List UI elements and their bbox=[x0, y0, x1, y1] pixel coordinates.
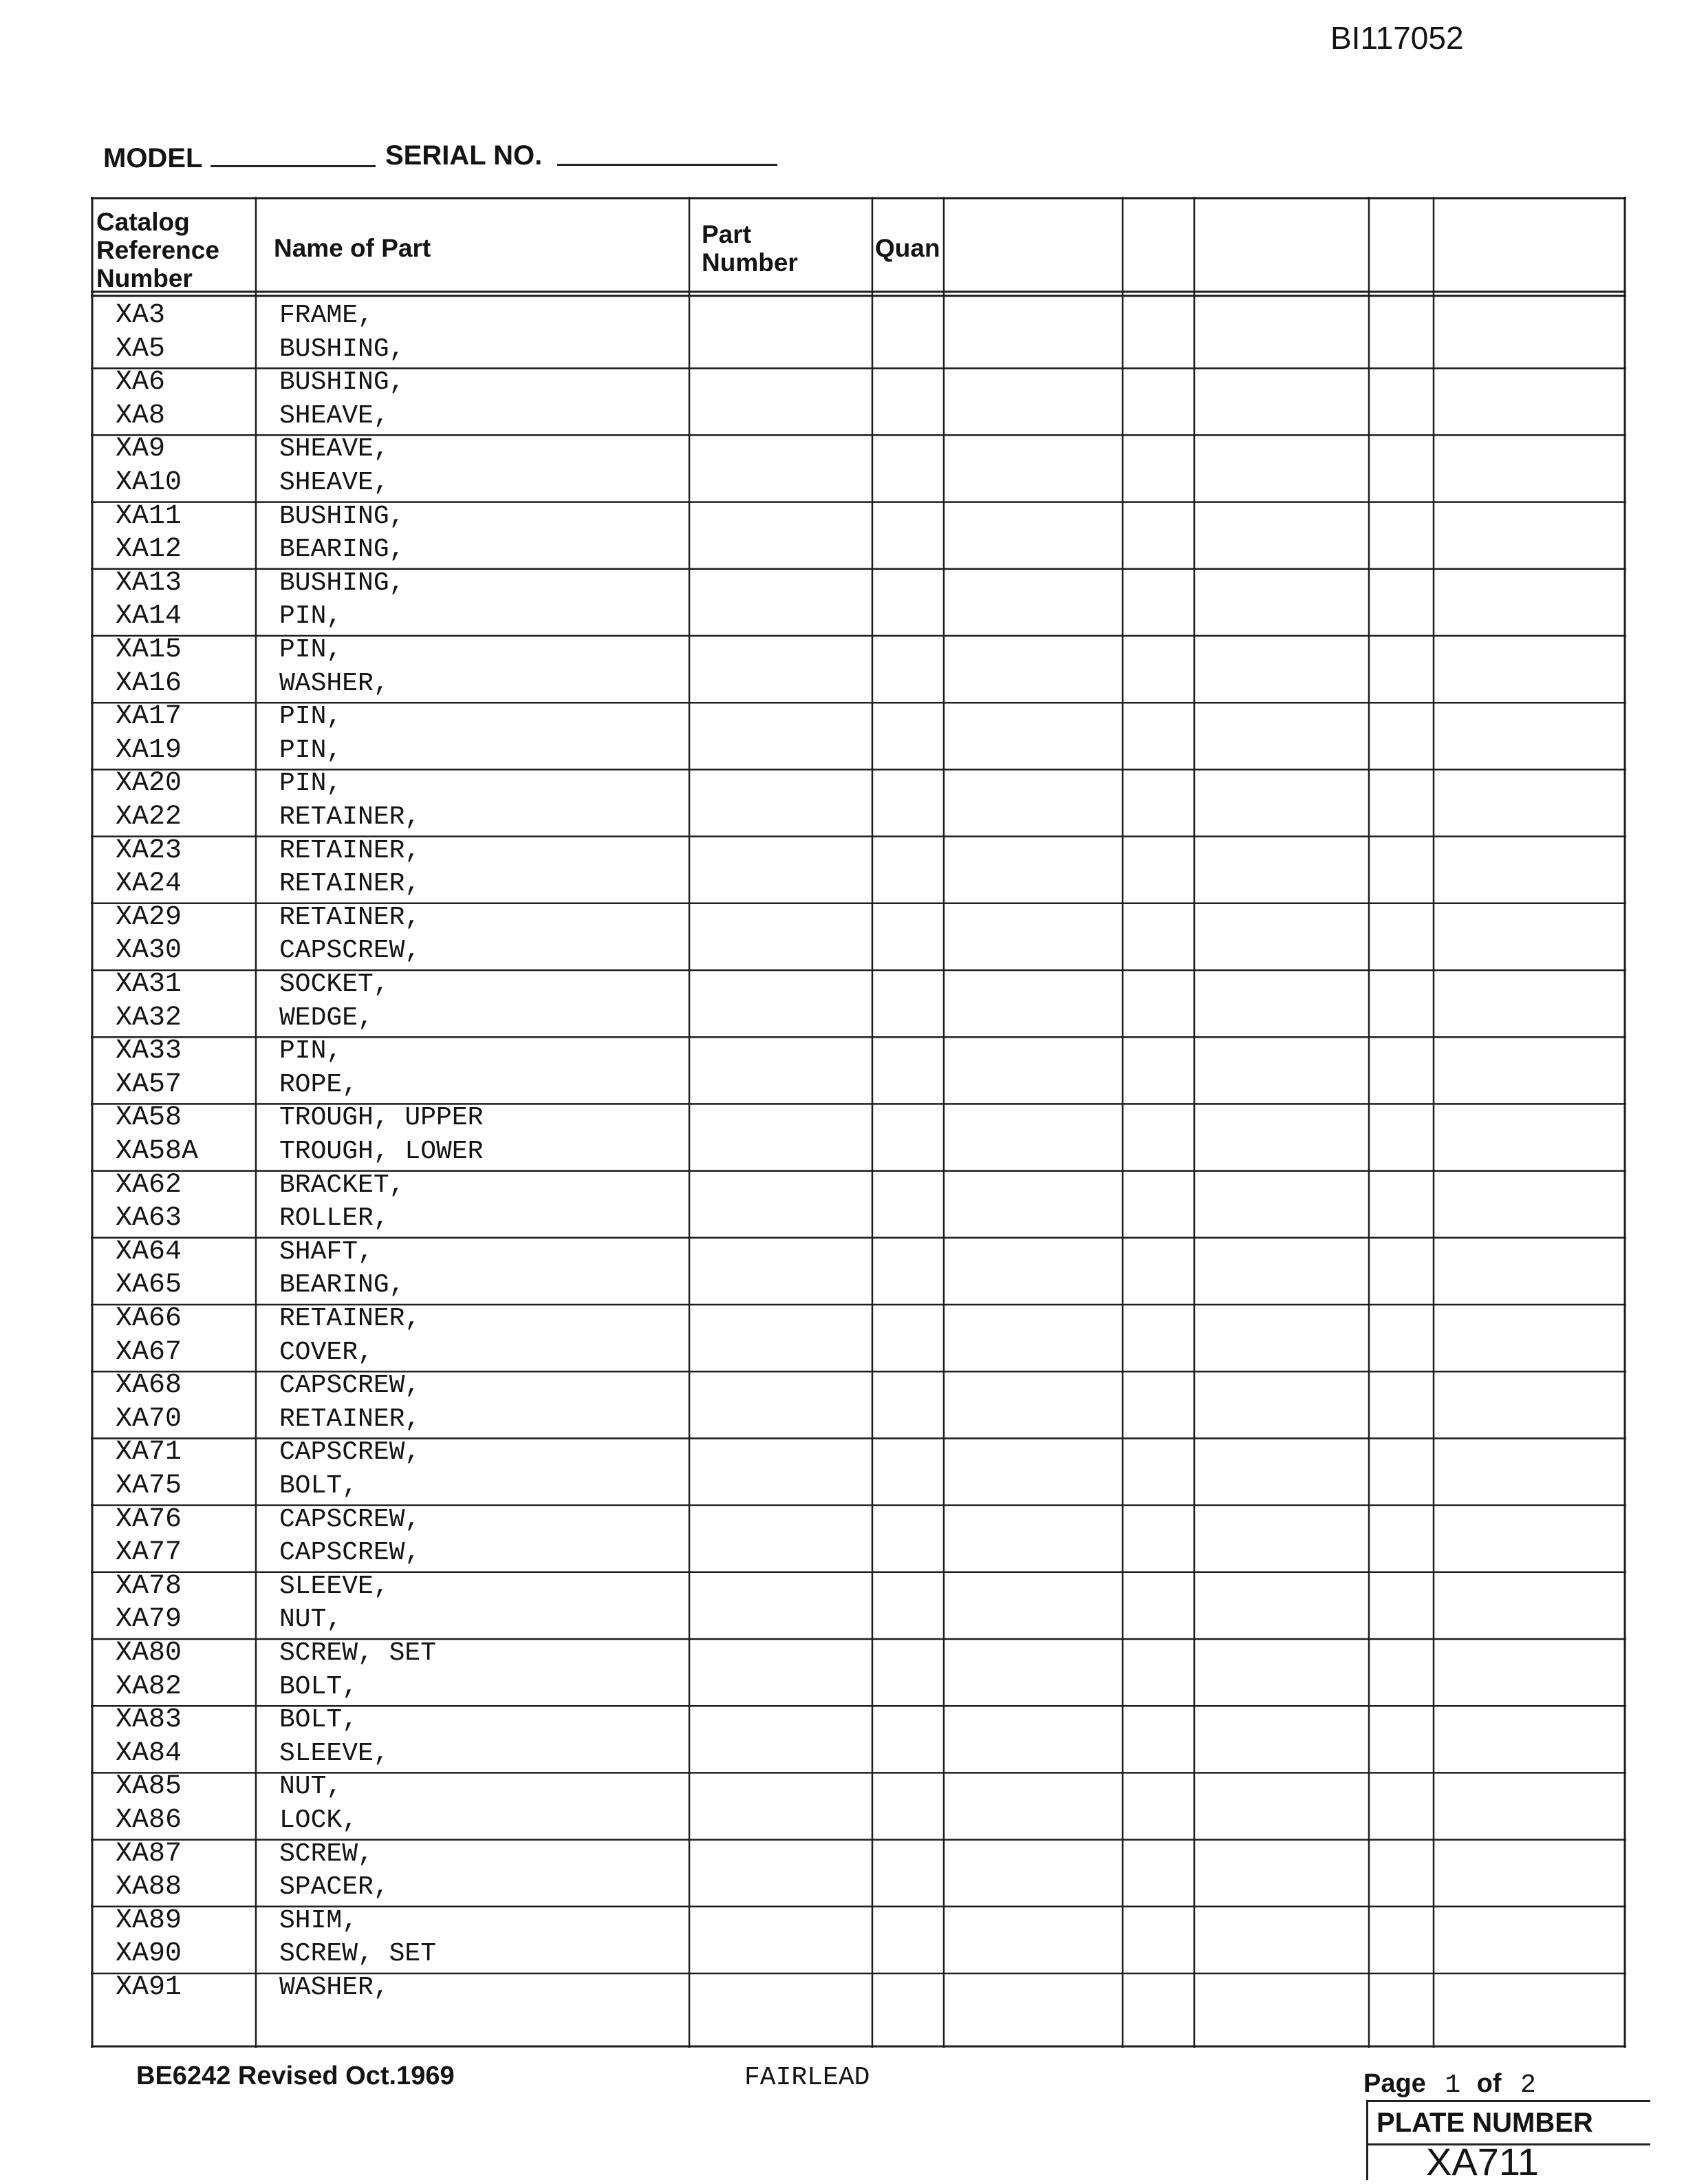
part-name-cell: CAPSCREW, bbox=[279, 1504, 421, 1534]
part-name-cell: SHEAVE, bbox=[279, 468, 389, 497]
part-name-cell: CAPSCREW, bbox=[279, 1437, 421, 1468]
part-name-cell: COVER, bbox=[279, 1337, 374, 1367]
document-id: BI117052 bbox=[1330, 20, 1464, 56]
catalog-ref-cell: XA84 bbox=[116, 1737, 182, 1769]
part-name-cell: BUSHING, bbox=[279, 568, 405, 598]
part-name-cell: RETAINER, bbox=[279, 869, 421, 899]
part-name-cell: LOCK, bbox=[279, 1806, 358, 1835]
part-name-cell: SLEEVE, bbox=[279, 1571, 389, 1601]
part-name-cell: RETAINER, bbox=[279, 902, 421, 932]
catalog-ref-cell: XA91 bbox=[116, 1972, 182, 2003]
header-catalog-line3: Number bbox=[96, 264, 193, 292]
page-of: of bbox=[1476, 2069, 1502, 2098]
catalog-ref-cell: XA30 bbox=[116, 935, 182, 967]
part-name-cell: PIN, bbox=[279, 635, 343, 665]
catalog-ref-cell: XA71 bbox=[116, 1437, 182, 1468]
part-name-cell: BOLT, bbox=[279, 1471, 358, 1501]
part-name-cell: PIN, bbox=[279, 702, 343, 732]
part-name-cell: RETAINER, bbox=[279, 802, 421, 832]
page-label: Page bbox=[1363, 2069, 1426, 2098]
catalog-ref-cell: XA80 bbox=[116, 1638, 182, 1669]
part-name-cell: SHIM, bbox=[279, 1905, 358, 1936]
catalog-ref-cell: XA12 bbox=[116, 534, 182, 566]
part-name-cell: SHAFT, bbox=[279, 1236, 374, 1267]
document-title: FAIRLEAD bbox=[744, 2063, 870, 2092]
header-quan: Quan bbox=[875, 234, 940, 262]
catalog-ref-cell: XA57 bbox=[116, 1069, 182, 1100]
catalog-ref-cell: XA86 bbox=[116, 1805, 182, 1836]
catalog-ref-cell: XA16 bbox=[116, 667, 182, 699]
header-part-number bbox=[702, 220, 798, 277]
catalog-ref-cell: XA23 bbox=[116, 835, 182, 866]
catalog-ref-cell: XA15 bbox=[116, 634, 182, 665]
page-total: 2 bbox=[1520, 2070, 1536, 2100]
part-name-cell: NUT, bbox=[279, 1605, 343, 1635]
plate-number-value: XA711 bbox=[1426, 2140, 1539, 2183]
part-name-cell: WEDGE, bbox=[279, 1003, 374, 1033]
part-name-cell: TROUGH, UPPER bbox=[279, 1103, 484, 1133]
catalog-ref-cell: XA89 bbox=[116, 1905, 182, 1936]
part-name-cell: SCREW, SET bbox=[279, 1939, 437, 1969]
part-name-cell: PIN, bbox=[279, 735, 343, 765]
part-name-cell: BUSHING, bbox=[279, 367, 405, 398]
catalog-ref-cell: XA58 bbox=[116, 1102, 182, 1134]
catalog-ref-cell: XA17 bbox=[116, 701, 182, 733]
catalog-ref-cell: XA11 bbox=[116, 500, 182, 532]
part-name-cell: CAPSCREW, bbox=[279, 1371, 421, 1401]
catalog-ref-cell: XA31 bbox=[116, 969, 182, 1000]
parts-table bbox=[91, 197, 1626, 2048]
part-name-cell: BRACKET, bbox=[279, 1170, 405, 1200]
part-name-cell: TROUGH, LOWER bbox=[279, 1137, 484, 1166]
catalog-ref-cell: XA83 bbox=[116, 1704, 182, 1736]
catalog-ref-cell: XA79 bbox=[116, 1604, 182, 1636]
model-field-line bbox=[210, 165, 376, 167]
part-name-cell: BOLT, bbox=[279, 1705, 358, 1735]
catalog-ref-cell: XA20 bbox=[116, 768, 182, 800]
header-catalog-line2: Reference bbox=[96, 236, 219, 264]
catalog-ref-cell: XA63 bbox=[116, 1203, 182, 1234]
part-name-cell: CAPSCREW, bbox=[279, 1538, 421, 1568]
catalog-ref-cell: XA62 bbox=[116, 1169, 182, 1201]
part-name-cell: BOLT, bbox=[279, 1671, 358, 1702]
part-name-cell: BEARING, bbox=[279, 1270, 405, 1300]
part-name-cell: BEARING, bbox=[279, 535, 405, 565]
part-name-cell: RETAINER, bbox=[279, 1304, 421, 1334]
header-part-line2: Number bbox=[702, 248, 798, 277]
part-name-cell: WASHER, bbox=[279, 1973, 389, 2002]
catalog-ref-cell: XA65 bbox=[116, 1270, 182, 1301]
plate-number-box bbox=[1366, 2100, 1650, 2183]
model-label: MODEL bbox=[103, 143, 203, 173]
part-name-cell: ROLLER, bbox=[279, 1203, 389, 1234]
part-name-cell: SOCKET, bbox=[279, 970, 389, 999]
catalog-ref-cell: XA85 bbox=[116, 1771, 182, 1803]
part-name-cell: RETAINER, bbox=[279, 835, 421, 866]
part-name-cell: WASHER, bbox=[279, 668, 389, 698]
part-name-cell: SHEAVE, bbox=[279, 434, 389, 464]
catalog-ref-cell: XA64 bbox=[116, 1236, 182, 1267]
catalog-ref-cell: XA6 bbox=[116, 367, 166, 398]
part-name-cell: FRAME, bbox=[279, 301, 374, 330]
header-part-line1: Part bbox=[702, 220, 751, 248]
part-name-cell: NUT, bbox=[279, 1772, 343, 1802]
part-name-cell: SLEEVE, bbox=[279, 1738, 389, 1768]
catalog-ref-cell: XA10 bbox=[116, 467, 182, 498]
header-catalog-line1: Catalog bbox=[96, 208, 190, 236]
header-catalog-reference bbox=[96, 208, 219, 292]
serial-field-line bbox=[557, 164, 777, 166]
catalog-ref-cell: XA90 bbox=[116, 1938, 182, 1970]
form-id: BE6242 Revised Oct.1969 bbox=[136, 2062, 455, 2090]
part-name-cell: SCREW, SET bbox=[279, 1638, 437, 1668]
part-name-cell: CAPSCREW, bbox=[279, 936, 421, 966]
part-name-cell: PIN, bbox=[279, 1036, 343, 1067]
catalog-ref-cell: XA68 bbox=[116, 1370, 182, 1402]
part-name-cell: ROPE, bbox=[279, 1069, 358, 1100]
part-name-cell: BUSHING, bbox=[279, 334, 405, 364]
catalog-ref-cell: XA13 bbox=[116, 567, 182, 599]
catalog-ref-cell: XA33 bbox=[116, 1036, 182, 1067]
part-name-cell: SPACER, bbox=[279, 1872, 389, 1903]
catalog-ref-cell: XA5 bbox=[116, 333, 166, 365]
catalog-ref-cell: XA29 bbox=[116, 901, 182, 933]
catalog-ref-cell: XA9 bbox=[116, 433, 166, 465]
part-name-cell: SCREW, bbox=[279, 1839, 374, 1869]
page-indicator bbox=[1363, 2068, 1536, 2100]
page-current: 1 bbox=[1445, 2070, 1461, 2100]
serial-label: SERIAL NO. bbox=[385, 140, 543, 171]
catalog-ref-cell: XA19 bbox=[116, 734, 182, 766]
part-name-cell: PIN, bbox=[279, 601, 343, 632]
part-name-cell: RETAINER, bbox=[279, 1404, 421, 1434]
catalog-ref-cell: XA78 bbox=[116, 1570, 182, 1602]
catalog-ref-cell: XA87 bbox=[116, 1838, 182, 1870]
catalog-ref-cell: XA76 bbox=[116, 1503, 182, 1535]
header-name-of-part: Name of Part bbox=[274, 234, 431, 262]
catalog-ref-cell: XA70 bbox=[116, 1403, 182, 1435]
catalog-ref-cell: XA58A bbox=[116, 1136, 199, 1167]
part-name-cell: PIN, bbox=[279, 769, 343, 799]
catalog-ref-cell: XA8 bbox=[116, 400, 166, 431]
catalog-ref-cell: XA77 bbox=[116, 1537, 182, 1569]
part-name-cell: SHEAVE, bbox=[279, 400, 389, 431]
catalog-ref-cell: XA66 bbox=[116, 1303, 182, 1334]
catalog-ref-cell: XA75 bbox=[116, 1470, 182, 1501]
catalog-ref-cell: XA24 bbox=[116, 868, 182, 900]
catalog-ref-cell: XA32 bbox=[116, 1002, 182, 1034]
part-name-cell: BUSHING, bbox=[279, 501, 405, 531]
catalog-ref-cell: XA14 bbox=[116, 601, 182, 632]
catalog-ref-cell: XA22 bbox=[116, 802, 182, 833]
catalog-ref-cell: XA88 bbox=[116, 1872, 182, 1903]
catalog-ref-cell: XA3 bbox=[116, 300, 166, 331]
plate-number-label: PLATE NUMBER bbox=[1377, 2108, 1593, 2138]
catalog-ref-cell: XA67 bbox=[116, 1336, 182, 1368]
catalog-ref-cell: XA82 bbox=[116, 1671, 182, 1702]
